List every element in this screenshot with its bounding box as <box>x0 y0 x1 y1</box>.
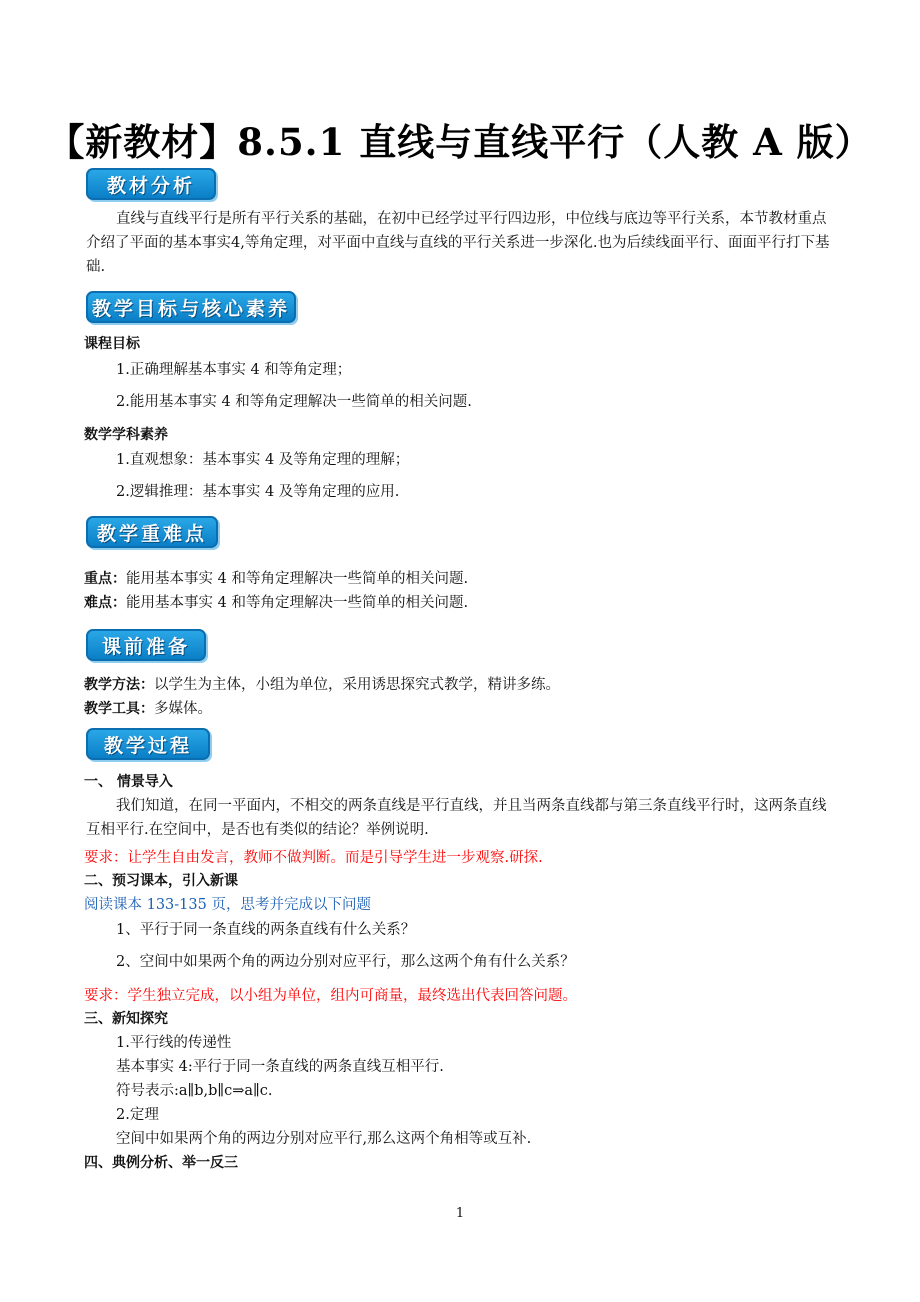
section-badge-prep: 课前准备 <box>86 629 206 661</box>
difficulty-text: 能用基本事实 4 和等角定理解决一些简单的相关问题. <box>126 595 469 611</box>
section-badge-goals: 教学目标与核心素养 <box>86 291 296 323</box>
preview-question: 2、空间中如果两个角的两边分别对应平行，那么这两个角有什么关系？ <box>116 954 575 970</box>
literacy-heading: 数学学科素养 <box>84 427 168 443</box>
teaching-tool-text: 多媒体。 <box>154 701 212 717</box>
key-point-line <box>84 567 468 588</box>
section-badge-process: 教学过程 <box>86 728 210 760</box>
teaching-tool-label: 教学工具： <box>84 701 154 717</box>
teaching-method-label: 教学方法： <box>84 677 154 693</box>
new-knowledge-line: 2.定理 <box>116 1107 159 1123</box>
key-point-text: 能用基本事实 4 和等角定理解决一些简单的相关问题. <box>126 571 469 587</box>
page-number: 1 <box>455 1206 465 1221</box>
difficulty-label: 难点： <box>84 595 126 611</box>
process-heading-2: 二、预习课本，引入新课 <box>84 873 238 889</box>
requirement-2: 要求：学生独立完成，以小组为单位，组内可商量，最终选出代表回答问题。 <box>84 988 577 1004</box>
section-badge-key-points: 教学重难点 <box>86 516 218 548</box>
teaching-method-line <box>84 673 560 694</box>
section-badge-analysis: 教材分析 <box>86 168 216 200</box>
key-point-label: 重点： <box>84 571 126 587</box>
difficulty-line <box>84 591 468 612</box>
process-heading-4: 四、典例分析、举一反三 <box>84 1155 238 1171</box>
scenario-paragraph: 我们知道，在同一平面内，不相交的两条直线是平行直线，并且当两条直线都与第三条直线平行时，这两条直线互相平行.在空间中，是否也有类似的结论？举例说明. <box>86 798 827 838</box>
document-title: 【新教材】8.5.1 直线与直线平行（人教 A 版） <box>47 120 873 164</box>
course-goal-item: 2.能用基本事实 4 和等角定理解决一些简单的相关问题. <box>116 394 472 410</box>
process-heading-3: 三、新知探究 <box>84 1011 168 1027</box>
literacy-item: 1.直观想象：基本事实 4 及等角定理的理解； <box>116 452 410 468</box>
requirement-1: 要求：让学生自由发言，教师不做判断。而是引导学生进一步观察.研探. <box>84 850 543 866</box>
course-goals-heading: 课程目标 <box>84 336 140 352</box>
new-knowledge-line: 1.平行线的传递性 <box>116 1035 232 1051</box>
process-heading-1: 一、 情景导入 <box>84 774 173 790</box>
analysis-paragraph: 直线与直线平行是所有平行关系的基础，在初中已经学过平行四边形，中位线与底边等平行关系，本节教材重点介绍了平面的基本事实4,等角定理，对平面中直线与直线的平行关系进一步深化.也为后续线面平行、面面平行打下基础. <box>86 211 830 275</box>
reading-instruction: 阅读课本 133-135 页，思考并完成以下问题 <box>84 897 371 913</box>
literacy-item: 2.逻辑推理：基本事实 4 及等角定理的应用. <box>116 484 400 500</box>
theorem-statement: 空间中如果两个角的两边分别对应平行,那么这两个角相等或互补. <box>116 1131 532 1147</box>
symbol-notation: 符号表示:a∥b,b∥c⇒a∥c. <box>116 1083 273 1099</box>
preview-question: 1、平行于同一条直线的两条直线有什么关系？ <box>116 922 416 938</box>
course-goal-item: 1.正确理解基本事实 4 和等角定理； <box>116 362 352 378</box>
teaching-tool-line <box>84 697 212 718</box>
new-knowledge-line: 基本事实 4:平行于同一条直线的两条直线互相平行. <box>116 1059 444 1075</box>
teaching-method-text: 以学生为主体，小组为单位，采用诱思探究式教学，精讲多练。 <box>154 677 560 693</box>
